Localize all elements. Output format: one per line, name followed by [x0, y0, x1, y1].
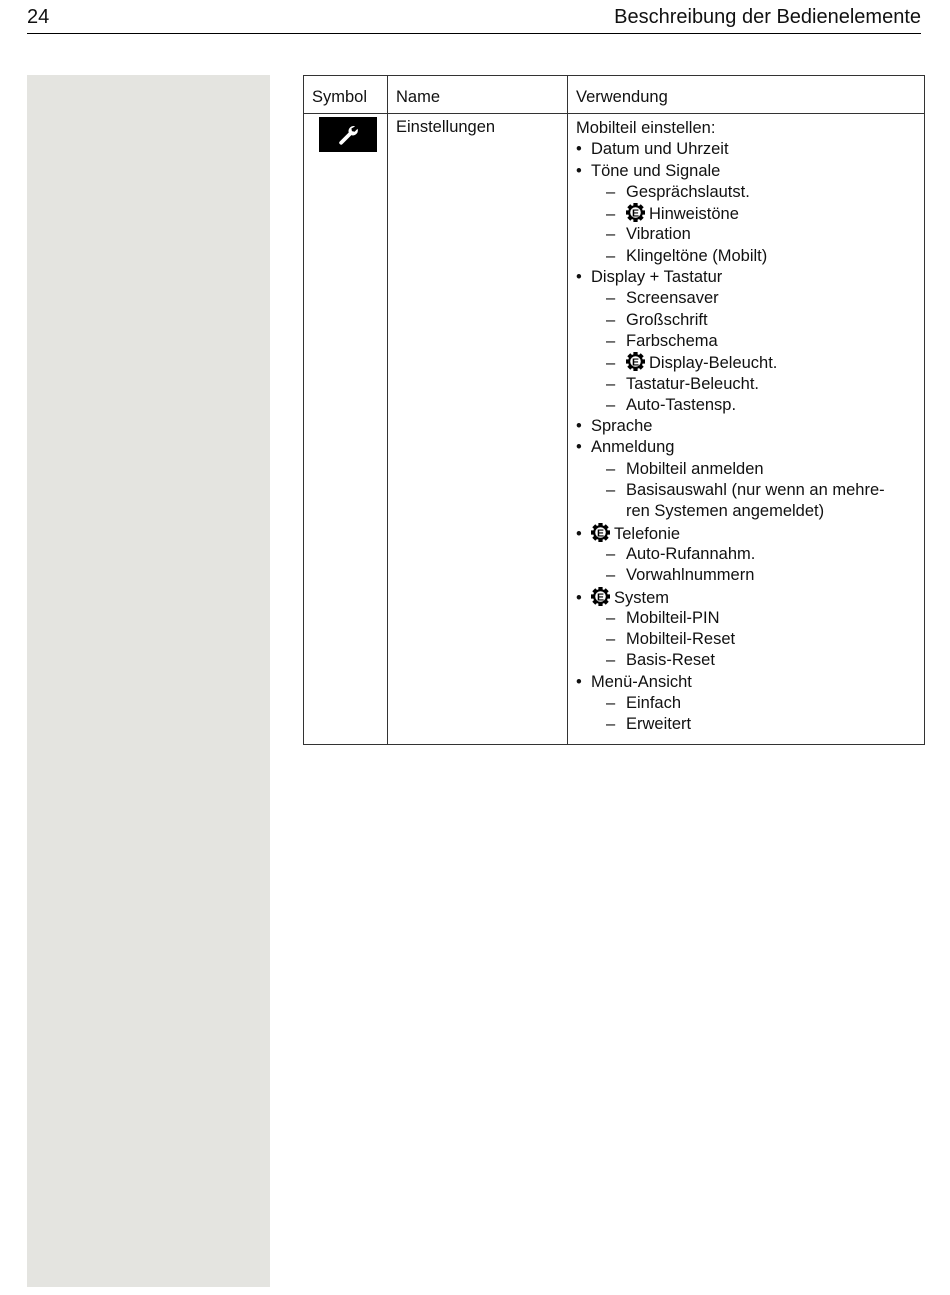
symbol-table: [303, 75, 925, 745]
bullet: •: [576, 588, 582, 607]
sub-list-item: – Vibration: [576, 224, 916, 245]
list-item: • System: [576, 587, 916, 608]
dash: –: [606, 331, 616, 350]
bullet: •: [576, 438, 582, 457]
extended-menu-icon: [626, 203, 645, 222]
dash: –: [606, 608, 616, 627]
extended-menu-icon: [591, 587, 610, 606]
margin-panel: [27, 75, 270, 1287]
dash: –: [606, 544, 616, 563]
sub-list-item: – Großschrift: [576, 310, 916, 331]
sub-list-item: – Auto-Tastensp.: [576, 395, 916, 416]
list-item: • Sprache: [576, 416, 916, 437]
header-divider: [27, 33, 921, 34]
bullet: •: [576, 672, 582, 691]
bullet: •: [576, 140, 582, 159]
dash: –: [606, 205, 616, 224]
wrench-icon: [319, 117, 377, 152]
bullet: •: [576, 268, 582, 287]
sub-list-item: – Display-Beleucht.: [576, 352, 916, 373]
dash: –: [606, 246, 616, 265]
usage-cell: [568, 114, 925, 745]
dash: –: [606, 715, 616, 734]
page-title: Beschreibung der Bedienelemente: [614, 6, 921, 28]
list-item: • Display + Tastatur: [576, 267, 916, 288]
sub-list-item: – Einfach: [576, 693, 916, 714]
sub-list-item: – Farbschema: [576, 331, 916, 352]
sub-list-item: – Auto-Rufannahm.: [576, 544, 916, 565]
dash: –: [606, 182, 616, 201]
usage-intro: Mobilteil einstellen:: [576, 119, 716, 137]
list-item: • Töne und Signale: [576, 161, 916, 182]
list-item: • Anmeldung: [576, 437, 916, 458]
dash: –: [606, 651, 616, 670]
list-item: • Menü-Ansicht: [576, 672, 916, 693]
sub-list-item: – Mobilteil-PIN: [576, 608, 916, 629]
sub-list-item: – Mobilteil anmelden: [576, 459, 916, 480]
sub-list-item: – Mobilteil-Reset: [576, 629, 916, 650]
dash: –: [606, 694, 616, 713]
sub-list-item: – Hinweistöne: [576, 203, 916, 224]
sub-list-item: – Gesprächslautst.: [576, 182, 916, 203]
sub-list-item: – Klingeltöne (Mobilt): [576, 246, 916, 267]
dash: –: [606, 481, 616, 500]
dash: –: [606, 225, 616, 244]
extended-menu-icon: [626, 352, 645, 371]
sub-list-item: – Basis-Reset: [576, 650, 916, 671]
header-name: Name: [388, 76, 568, 114]
sub-list-item: – Tastatur-Beleucht.: [576, 374, 916, 395]
dash: –: [606, 395, 616, 414]
list-item: • Datum und Uhrzeit: [576, 139, 916, 160]
symbol-cell: [304, 114, 388, 745]
dash: –: [606, 374, 616, 393]
sub-list-item: – Vorwahlnummern: [576, 565, 916, 586]
header-usage: Verwendung: [568, 76, 925, 114]
table-row: [304, 114, 925, 745]
dash: –: [606, 310, 616, 329]
sub-list-item: – Basisauswahl (nur wenn an mehre-: [576, 480, 916, 501]
bullet: •: [576, 524, 582, 543]
extended-menu-icon: [591, 523, 610, 542]
dash: –: [606, 566, 616, 585]
sub-list-item: – Erweitert: [576, 714, 916, 735]
bullet: •: [576, 417, 582, 436]
sub-list-item-continuation: ren Systemen angemeldet): [626, 502, 825, 521]
dash: –: [606, 289, 616, 308]
list-item: • Telefonie: [576, 523, 916, 544]
page-number: 24: [27, 6, 50, 28]
sub-list-item: – Screensaver: [576, 288, 916, 309]
header-symbol: Symbol: [304, 76, 388, 114]
dash: –: [606, 630, 616, 649]
bullet: •: [576, 161, 582, 180]
table-header-row: [304, 76, 925, 114]
name-cell: Einstellungen: [388, 114, 568, 745]
dash: –: [606, 354, 616, 373]
dash: –: [606, 459, 616, 478]
